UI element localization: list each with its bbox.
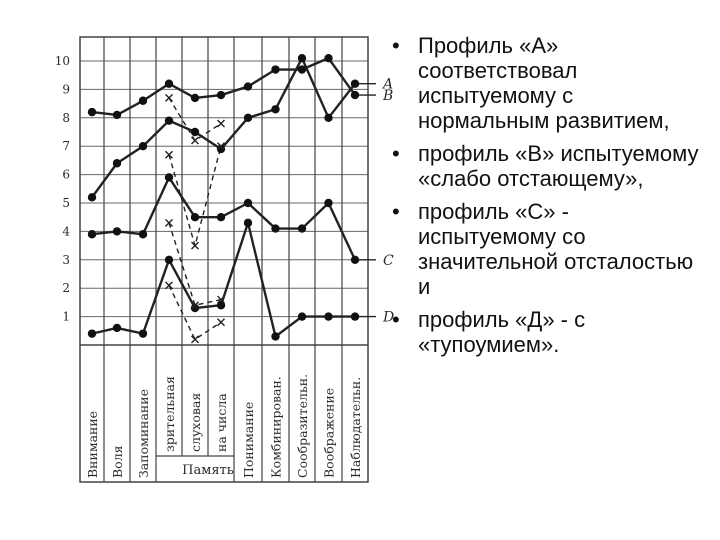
- category-label-9: Воображение: [321, 387, 337, 478]
- series-point-D-10: [351, 312, 359, 320]
- series-point-C-3: [165, 173, 173, 181]
- category-label-5: на числа: [214, 393, 229, 452]
- y-tick-label-7: 7: [62, 139, 70, 154]
- series-point-C-0: [88, 230, 96, 238]
- series-label-D: D: [383, 309, 395, 326]
- series-point-A-0: [88, 193, 96, 201]
- series-point-C-4: [191, 213, 199, 221]
- series-label-B: B: [383, 88, 394, 105]
- y-tick-label-8: 8: [62, 110, 70, 125]
- category-label-4: слуховая: [188, 392, 203, 452]
- series-point-D-1: [113, 324, 121, 332]
- series-point-B-7: [271, 65, 279, 73]
- series-point-D-3: [165, 256, 173, 264]
- y-tick-label-10: 10: [54, 54, 70, 68]
- series-point-D-7: [271, 332, 279, 340]
- series-point-B-8: [298, 65, 306, 73]
- series-point-A-2: [139, 142, 147, 150]
- category-label-1: Воля: [110, 445, 125, 478]
- category-label-2: Запоминание: [136, 389, 151, 478]
- series-point-A-1: [113, 159, 121, 167]
- y-axis-tick-labels: [55, 54, 71, 324]
- category-label-0: Внимание: [85, 410, 100, 478]
- y-tick-label-6: 6: [62, 167, 70, 182]
- y-tick-label-4: 4: [62, 224, 70, 239]
- series-point-C-1: [113, 227, 121, 235]
- series-point-C-8: [298, 224, 306, 232]
- series-point-A-9: [324, 114, 332, 122]
- series-marker-x-4-1: [192, 137, 199, 144]
- series-point-C-2: [139, 230, 147, 238]
- series-point-C-7: [271, 224, 279, 232]
- description-list: [390, 33, 710, 365]
- series-point-C-10: [351, 256, 359, 264]
- series-point-A-8: [298, 54, 306, 62]
- description-item-b: • профиль «В» испытуемому «слабо отстающему»,: [390, 141, 710, 191]
- y-tick-label-5: 5: [62, 196, 70, 210]
- series-point-B-1: [113, 111, 121, 119]
- series-point-B-10: [351, 91, 359, 99]
- series-marker-x-6-0: [166, 219, 173, 226]
- series-point-A-3: [165, 116, 173, 124]
- series-point-C-6: [244, 199, 252, 207]
- series-point-D-6: [244, 219, 252, 227]
- series-point-D-9: [324, 312, 332, 320]
- description-item-a: • Профиль «А» соответствовал испытуемому с нормальным развитием,: [390, 33, 710, 133]
- y-tick-label-2: 2: [62, 281, 70, 296]
- series-line-dashed-5: [169, 146, 221, 245]
- series-point-D-0: [88, 329, 96, 337]
- category-label-7: Комбинирован.: [268, 376, 284, 478]
- memory-group-label: Память: [182, 463, 234, 478]
- category-label-10: Наблюдательн.: [348, 376, 363, 478]
- category-label-3: зрительная: [162, 376, 177, 452]
- series-label-A: A: [383, 76, 394, 93]
- series-marker-x-7-2: [218, 319, 225, 326]
- series-label-C: C: [383, 252, 394, 269]
- series-point-B-4: [191, 94, 199, 102]
- series-point-B-5: [217, 91, 225, 99]
- series-point-A-4: [191, 128, 199, 136]
- series-point-B-3: [165, 80, 173, 88]
- series-point-B-6: [244, 82, 252, 90]
- series-point-A-7: [271, 105, 279, 113]
- series-line-dashed-7: [169, 285, 221, 339]
- series-point-B-2: [139, 97, 147, 105]
- series-point-D-8: [298, 312, 306, 320]
- series-marker-x-4-0: [166, 94, 173, 101]
- series-point-A-6: [244, 114, 252, 122]
- series-point-D-2: [139, 329, 147, 337]
- category-label-6: Понимание: [241, 401, 256, 478]
- series-marker-x-4-2: [218, 120, 225, 127]
- description-item-c: • профиль «С» ‑ испытуемому со значительной отсталостью и: [390, 199, 710, 299]
- series-point-B-9: [324, 54, 332, 62]
- series-point-C-5: [217, 213, 225, 221]
- y-tick-label-1: 1: [62, 309, 70, 324]
- y-tick-label-3: 3: [62, 252, 70, 267]
- series-line-dashed-6: [169, 223, 221, 305]
- series-point-A-10: [351, 80, 359, 88]
- series-marker-x-7-1: [192, 336, 199, 343]
- series-point-B-0: [88, 108, 96, 116]
- description-item-d: • профиль «Д» ‑ с «тупоумием».: [390, 307, 710, 357]
- category-label-8: Сообразительн.: [295, 373, 310, 478]
- y-tick-label-9: 9: [62, 82, 70, 97]
- series-point-C-9: [324, 199, 332, 207]
